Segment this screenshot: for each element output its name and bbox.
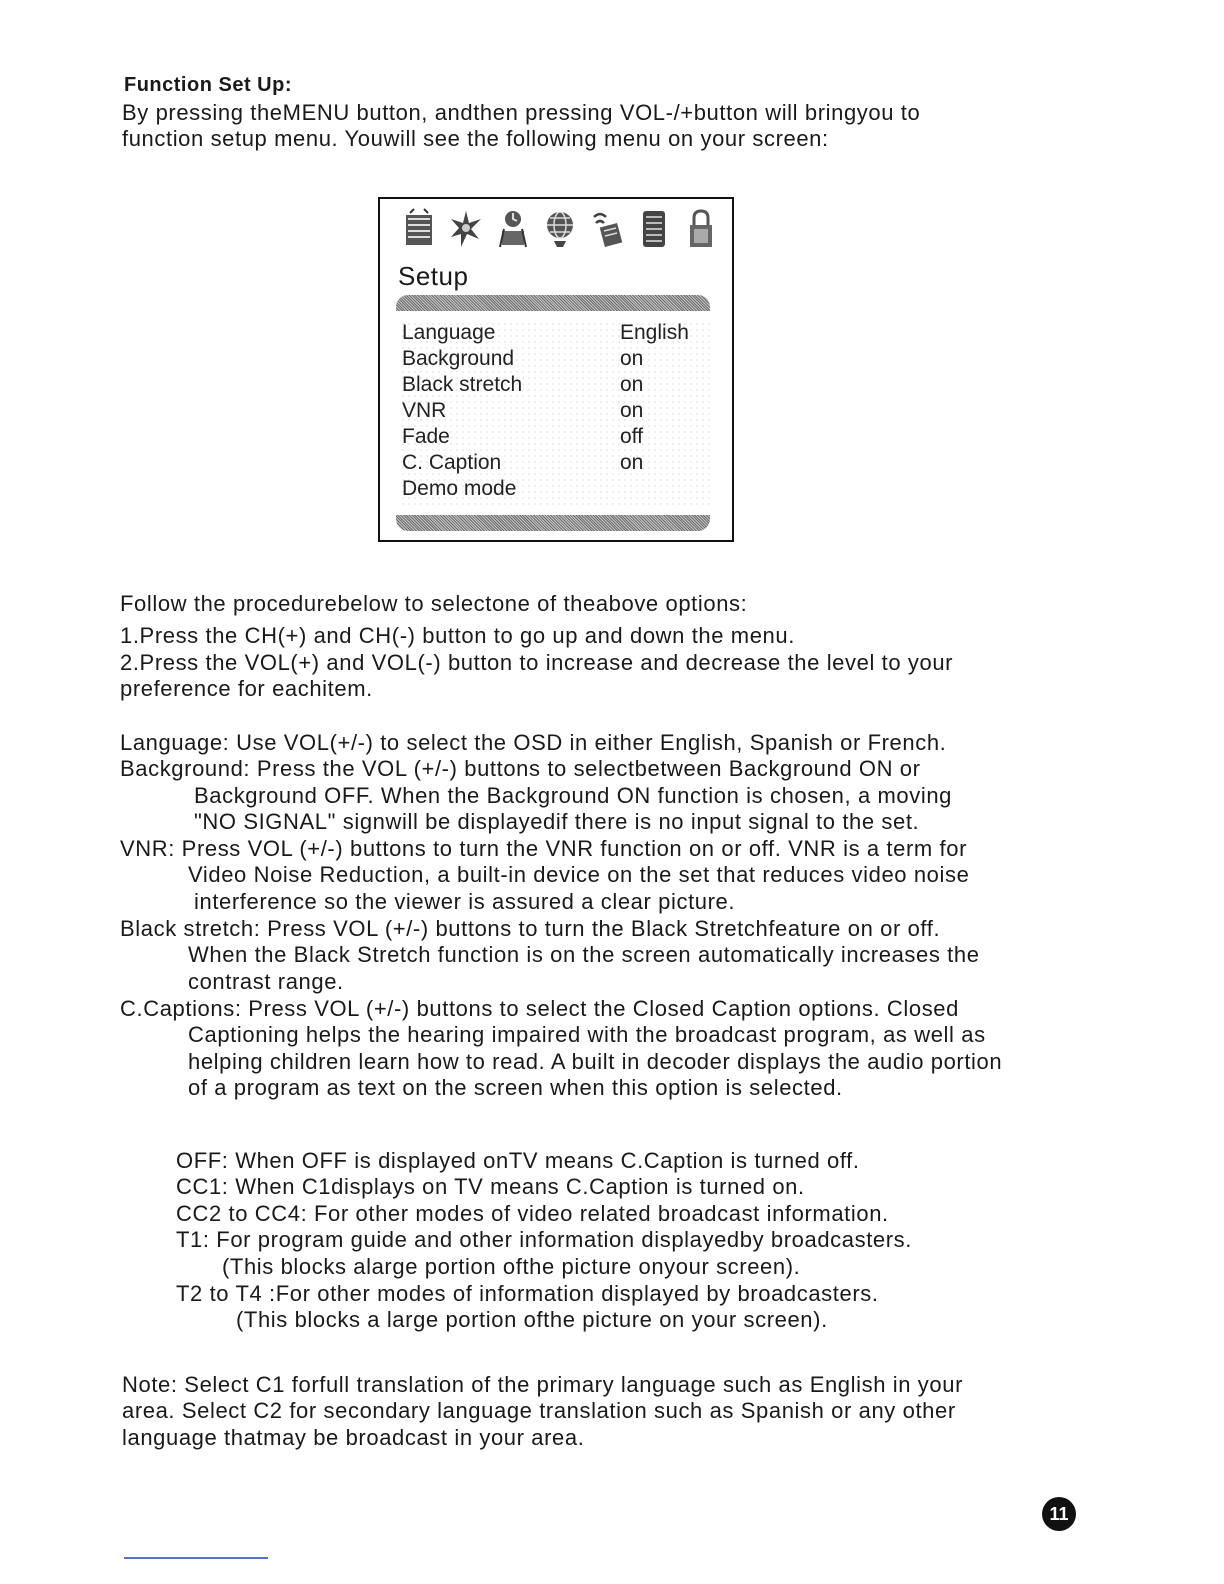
procedure-step-2-cont: preference for eachitem.: [120, 676, 373, 701]
menu-item-value: on: [620, 373, 644, 396]
procedure-step-1: 1.Press the CH(+) and CH(-) button to go up and down the menu.: [120, 623, 795, 648]
sound-icon: [447, 207, 485, 251]
desc-background-cont-2: "NO SIGNAL" signwill be displayedif there is no input signal to the set.: [194, 809, 920, 834]
procedure-intro: Follow the procedurebelow to selectone of theabove options:: [120, 591, 748, 616]
menu-item-fade[interactable]: [398, 425, 708, 451]
note-line-2: area. Select C2 for secondary language translation such as Spanish or any other: [122, 1398, 956, 1423]
timer-icon: [494, 207, 532, 251]
menu-item-black-stretch[interactable]: [398, 373, 708, 399]
parental-lock-icon: [635, 207, 673, 251]
setup-menu-figure: [378, 197, 734, 542]
desc-vnr-cont-2: interference so the viewer is assured a clear picture.: [194, 889, 736, 914]
procedure-step-2: 2.Press the VOL(+) and VOL(-) button to increase and decrease the level to your: [120, 650, 954, 675]
setup-globe-icon: [541, 207, 579, 251]
menu-top-bar: [396, 295, 710, 311]
desc-c-captions-cont-1: Captioning helps the hearing impaired with the broadcast program, as well as: [188, 1022, 986, 1047]
desc-black-stretch: Black stretch: Press VOL (+/-) buttons to turn the Black Stretchfeature on or off.: [120, 916, 941, 941]
menu-title: Setup: [398, 261, 469, 291]
menu-item-vnr[interactable]: [398, 399, 708, 425]
footer-rule: [124, 1557, 268, 1559]
desc-background: Background: Press the VOL (+/-) buttons to selectbetween Background ON or: [120, 756, 921, 781]
menu-item-label: Fade: [402, 425, 450, 448]
menu-icon-row: [400, 207, 720, 251]
menu-item-value: on: [620, 399, 644, 422]
caption-mode-off: OFF: When OFF is displayed onTV means C.Caption is turned off.: [176, 1148, 860, 1173]
desc-vnr: VNR: Press VOL (+/-) buttons to turn the VNR function on or off. VNR is a term for: [120, 836, 968, 861]
menu-item-value: on: [620, 451, 644, 474]
caption-mode-cc2-cc4: CC2 to CC4: For other modes of video related broadcast information.: [176, 1201, 889, 1226]
caption-mode-t1: T1: For program guide and other information displayedby broadcasters.: [176, 1227, 912, 1252]
menu-item-value: on: [620, 347, 644, 370]
menu-item-label: Black stretch: [402, 373, 523, 396]
menu-item-label: Background: [402, 347, 515, 370]
menu-item-background[interactable]: [398, 347, 708, 373]
intro-line-2: function setup menu. Youwill see the following menu on your screen:: [122, 126, 829, 151]
desc-black-stretch-cont-1: When the Black Stretch function is on the screen automatically increases the: [188, 942, 980, 967]
picture-icon: [400, 207, 438, 251]
menu-item-value: English: [620, 321, 689, 344]
note-line-1: Note: Select C1 forfull translation of the primary language such as English in your: [122, 1372, 963, 1397]
desc-background-cont-1: Background OFF. When the Background ON function is chosen, a moving: [194, 783, 953, 808]
menu-item-c-caption[interactable]: [398, 451, 708, 477]
padlock-icon: [682, 207, 720, 251]
desc-c-captions: C.Captions: Press VOL (+/-) buttons to select the Closed Caption options. Closed: [120, 996, 959, 1021]
menu-item-value: off: [620, 425, 643, 448]
caption-mode-t2-t4-note: (This blocks a large portion ofthe picture on your screen).: [236, 1307, 828, 1332]
menu-bottom-bar: [396, 515, 710, 531]
desc-black-stretch-cont-2: contrast range.: [188, 969, 344, 994]
channel-icon: [588, 207, 626, 251]
menu-item-demo-mode[interactable]: [398, 477, 708, 503]
section-heading: Function Set Up:: [124, 74, 292, 96]
menu-item-label: Language: [402, 321, 496, 344]
menu-item-label: C. Caption: [402, 451, 502, 474]
desc-c-captions-cont-3: of a program as text on the screen when this option is selected.: [188, 1075, 843, 1100]
desc-language: Language: Use VOL(+/-) to select the OSD in either English, Spanish or French.: [120, 730, 947, 755]
menu-item-language[interactable]: [398, 321, 708, 347]
caption-mode-cc1: CC1: When C1displays on TV means C.Caption is turned on.: [176, 1174, 805, 1199]
caption-mode-t1-note: (This blocks alarge portion ofthe picture onyour screen).: [222, 1254, 801, 1279]
intro-line-1: By pressing theMENU button, andthen pressing VOL-/+button will bringyou to: [122, 100, 921, 125]
caption-mode-t2-t4: T2 to T4 :For other modes of information displayed by broadcasters.: [176, 1281, 879, 1306]
menu-item-label: VNR: [402, 399, 447, 422]
desc-c-captions-cont-2: helping children learn how to read. A built in decoder displays the audio portion: [188, 1049, 1003, 1074]
menu-item-label: Demo mode: [402, 477, 517, 500]
desc-vnr-cont-1: Video Noise Reduction, a built-in device on the set that reduces video noise: [188, 862, 970, 887]
menu-items: [398, 321, 708, 503]
page-number-badge: 11: [1042, 1497, 1076, 1531]
note-line-3: language thatmay be broadcast in your area.: [122, 1425, 585, 1450]
